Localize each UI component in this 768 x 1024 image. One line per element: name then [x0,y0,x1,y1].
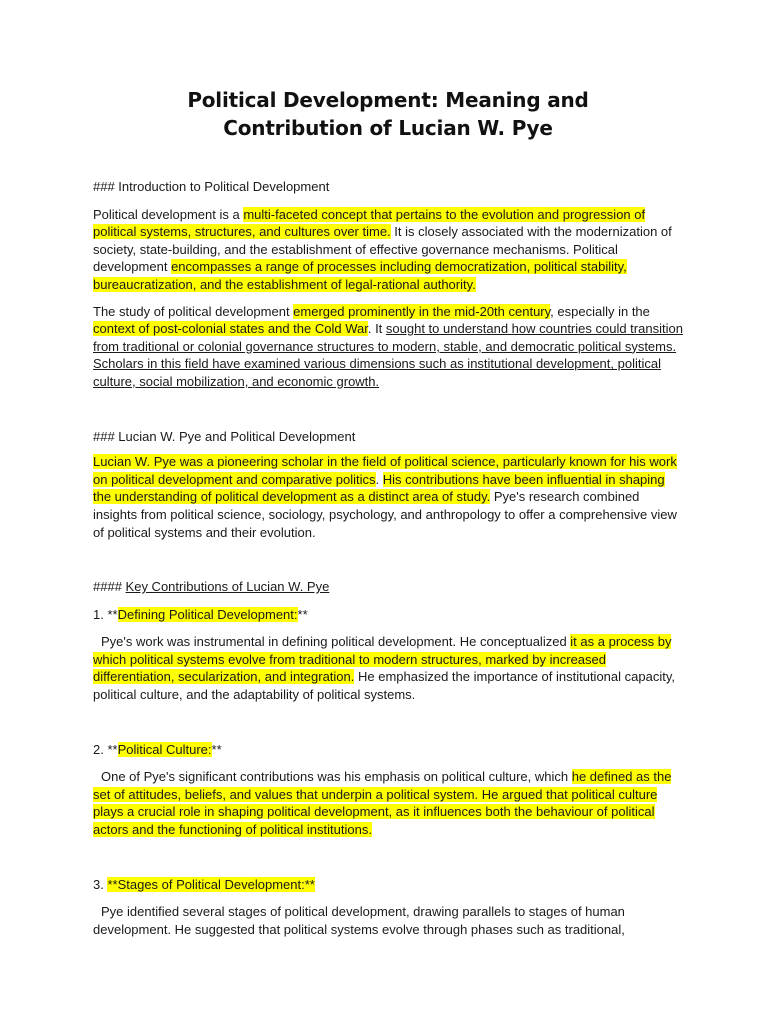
title-line-2: Contribution of Lucian W. Pye [223,116,553,140]
heading-prefix: #### [93,579,126,595]
highlighted-text: multi-faceted concept that pertains to the evolution and progression of political systems, structures, and cultures over time. [93,206,646,240]
highlighted-text: Defining Political Development: [117,606,298,622]
intro-paragraph-2 [93,303,683,391]
highlighted-text: encompasses a range of processes including democratization, political stability, bureaucratization, and the establishment of legal-rational authority. [93,259,627,292]
text-run: , especially in the [550,303,650,319]
text-run: It is closely associated with the modernization of society, state-building, and the establishment of effective governance mechanisms. Political development [93,224,672,275]
text-run: Political development is a [93,206,244,222]
text-run: One of Pye's significant contributions was his emphasis on political culture, which [101,769,572,785]
text-run: Pye's work was instrumental in defining political development. He conceptualized [101,634,571,650]
text-run: ** [211,741,222,757]
underlined-text: sought to understand how countries could transition from traditional or colonial governance structures to modern, stable, and democratic political systems. Scholars in this field have examined various dimensions such as institutional development, political culture, social mobilization, and economic growth. [93,321,683,389]
intro-paragraph-1 [93,206,683,294]
contribution-1-label [93,606,683,624]
highlighted-text: he defined as the set of attitudes, beliefs, and values that underpin a political system. He argued that political culture plays a crucial role in shaping political development, as it influences both the behaviour of political actors and the functioning of political institutions. [93,769,672,838]
intro-heading: ### Introduction to Political Development [93,179,330,194]
underlined-text: Key Contributions of Lucian W. Pye [125,579,330,595]
text-run: . [375,471,383,487]
highlighted-text: Lucian W. Pye was a pioneering scholar in the field of political science, particularly known for his work on political development and comparative politics [93,454,677,487]
pye-paragraph [93,453,683,541]
text-run: The study of political development [93,303,294,319]
text-run: He emphasized the importance of institutional capacity, political culture, and the adaptability of political systems. [93,669,675,703]
text-run: Pye's research combined insights from political science, sociology, psychology, and anthropology to offer a comprehensive view of political systems and their evolution. [93,489,677,540]
contribution-2-label [93,741,683,759]
contribution-3-paragraph: Pye identified several stages of political development, drawing parallels to stages of human development. He suggested that political systems evolve through phases such as traditional, [93,904,625,937]
text-run: ** [297,606,308,622]
contribution-1-paragraph [93,633,683,703]
highlighted-text: it as a process by which political systems evolve from traditional to modern structures, marked by increased differentiation, secularization, and integration. [93,634,672,685]
highlighted-text: context of post-colonial states and the Cold War [93,321,368,337]
contribution-3-label [93,876,683,894]
contributions-heading [93,578,683,596]
highlighted-text: **Stages of Political Development:** [107,876,315,892]
text-run: 2. ** [93,741,118,757]
highlighted-text: Political Culture: [117,741,212,757]
text-run: 3. [93,876,108,892]
title-line-1: Political Development: Meaning and [187,88,589,112]
page-title [93,86,683,142]
text-run: . It [367,321,386,337]
document-page [93,86,683,938]
text-run: 1. ** [93,606,118,622]
highlighted-text: His contributions have been influential in shaping the understanding of political development as a distinct area of study. [93,471,665,505]
contribution-2-paragraph [93,768,683,838]
pye-heading: ### Lucian W. Pye and Political Development [93,428,356,444]
highlighted-text: emerged prominently in the mid-20th century [293,303,551,319]
